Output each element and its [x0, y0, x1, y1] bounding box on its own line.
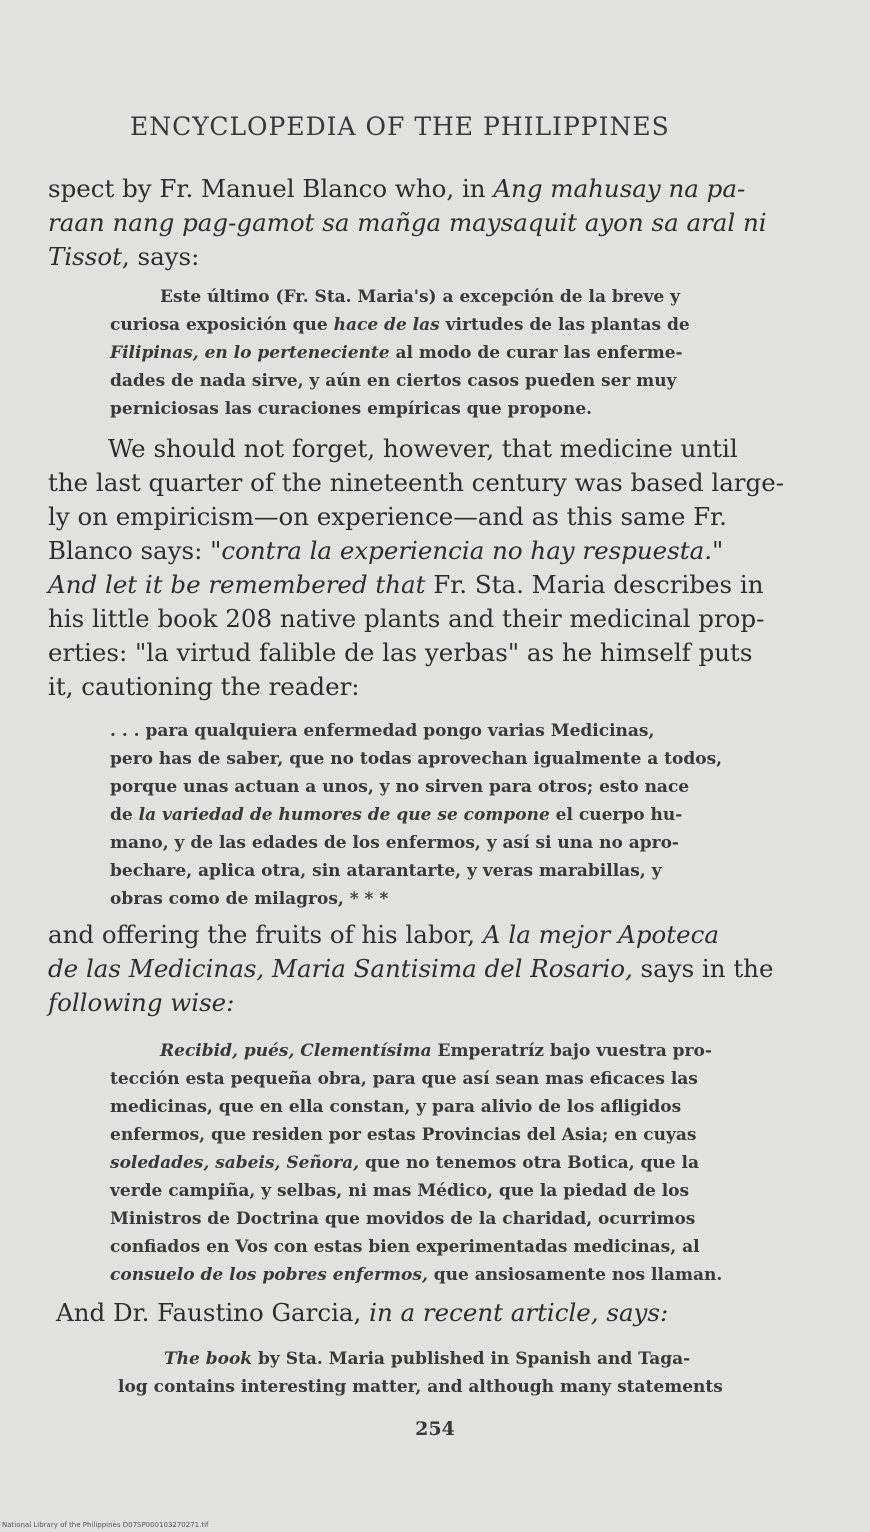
paragraph-line: following wise: — [48, 988, 235, 1017]
quote-line: Ministros de Doctrina que movidos de la charidad, ocurrimos — [110, 1209, 696, 1229]
paragraph-line: And let it be remembered that Fr. Sta. Maria describes in — [48, 570, 764, 599]
quote-line: de la variedad de humores de que se compone el cuerpo hu- — [110, 805, 683, 825]
quote-line: porque unas actuan a unos, y no sirven para otros; esto nace — [110, 777, 690, 797]
paragraph-line: And Dr. Faustino Garcia, in a recent article, says: — [56, 1298, 669, 1327]
quote-line: confiados en Vos con estas bien experimentadas medicinas, al — [110, 1237, 700, 1257]
paragraph-line: ly on empiricism—on experience—and as this same Fr. — [48, 502, 727, 531]
paragraph-line: Tissot, says: — [48, 242, 200, 271]
quote-line: enfermos, que residen por estas Provincias del Asia; en cuyas — [110, 1125, 697, 1145]
quote-line: verde campiña, y selbas, ni mas Médico, que la piedad de los — [110, 1181, 690, 1201]
quote-line: bechare, aplica otra, sin atarantarte, y veras marabillas, y — [110, 861, 662, 881]
quote-line: medicinas, que en ella constan, y para alivio de los afligidos — [110, 1097, 682, 1117]
page-number: 254 — [415, 1418, 455, 1440]
running-header: ENCYCLOPEDIA OF THE PHILIPPINES — [130, 112, 670, 141]
quote-line: obras como de milagros, * * * — [110, 889, 389, 909]
quote-line: Filipinas, en lo perteneciente al modo de curar las enferme- — [110, 343, 683, 363]
paragraph-line: erties: "la virtud falible de las yerbas" as he himself puts — [48, 638, 753, 667]
quote-line: consuelo de los pobres enfermos, que ansiosamente nos llaman. — [110, 1265, 723, 1285]
paragraph-line: the last quarter of the nineteenth century was based large- — [48, 468, 784, 497]
quote-line: log contains interesting matter, and although many statements — [118, 1377, 723, 1397]
quote-line: The book by Sta. Maria published in Spanish and Taga- — [164, 1349, 691, 1369]
quote-line: Recibid, pués, Clementísima Emperatríz bajo vuestra pro- — [160, 1041, 712, 1061]
paragraph-line: raan nang pag-gamot sa mañga maysaquit ayon sa aral ni — [48, 208, 767, 237]
quote-line: soledades, sabeis, Señora, que no tenemos otra Botica, que la — [110, 1153, 699, 1173]
quote-line: dades de nada sirve, y aún en ciertos casos pueden ser muy — [110, 371, 677, 391]
quote-line: mano, y de las edades de los enfermos, y así si una no apro- — [110, 833, 679, 853]
quote-line: perniciosas las curaciones empíricas que propone. — [110, 399, 593, 419]
paragraph-line: Blanco says: "contra la experiencia no hay respuesta." — [48, 536, 724, 565]
paragraph-line: We should not forget, however, that medicine until — [108, 434, 738, 463]
paragraph-line: it, cautioning the reader: — [48, 672, 360, 701]
quote-line: curiosa exposición que hace de las virtudes de las plantas de — [110, 315, 690, 335]
paragraph-line: and offering the fruits of his labor, A la mejor Apoteca — [48, 920, 719, 949]
quote-line: pero has de saber, que no todas aprovechan igualmente a todos, — [110, 749, 723, 769]
paragraph-line: spect by Fr. Manuel Blanco who, in Ang mahusay na pa- — [48, 174, 746, 203]
paragraph-line: de las Medicinas, Maria Santisima del Rosario, says in the — [48, 954, 774, 983]
quote-line: tección esta pequeña obra, para que así sean mas eficaces las — [110, 1069, 698, 1089]
paragraph-line: his little book 208 native plants and their medicinal prop- — [48, 604, 765, 633]
scan-footer: National Library of the Philippines D07SP000103270271.tif — [2, 1521, 209, 1529]
quote-line: . . . para qualquiera enfermedad pongo varias Medicinas, — [110, 721, 655, 741]
quote-line: Este último (Fr. Sta. Maria's) a excepción de la breve y — [160, 287, 681, 307]
